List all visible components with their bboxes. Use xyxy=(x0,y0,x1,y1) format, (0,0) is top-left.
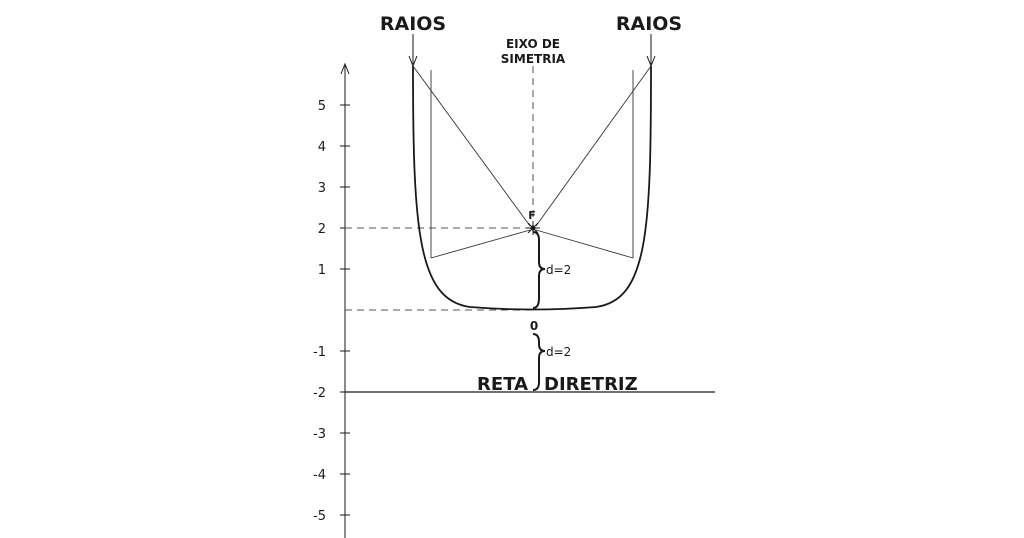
origin-label: 0 xyxy=(529,319,539,333)
tick-label-neg4: -4 xyxy=(313,468,326,483)
tick-label-neg2: -2 xyxy=(313,386,326,401)
distance-label-lower: d=2 xyxy=(546,345,572,359)
symmetry-axis-label-line1: EIXO DE xyxy=(505,37,561,51)
directrix-label-word1: RETA xyxy=(477,374,528,395)
tick-label-neg5: -5 xyxy=(313,509,326,524)
distance-label-upper: d=2 xyxy=(546,263,572,277)
distance-brace-upper xyxy=(533,232,545,308)
focus-label: F xyxy=(528,209,536,222)
parabola-curve xyxy=(413,66,651,310)
tick-label-neg1: -1 xyxy=(313,345,326,360)
tick-label-5: 5 xyxy=(317,99,326,114)
tick-label-2: 2 xyxy=(317,222,326,237)
incoming-ray-right-outer xyxy=(536,66,651,226)
rays-label-right: RAIOS xyxy=(615,13,683,35)
reflected-ray-right xyxy=(536,230,633,258)
tick-label-4: 4 xyxy=(317,140,326,155)
reflected-ray-left xyxy=(431,230,530,258)
tick-label-3: 3 xyxy=(317,181,326,196)
tick-label-1: 1 xyxy=(317,263,326,278)
directrix-label-word2: DIRETRIZ xyxy=(544,374,638,395)
symmetry-axis-label-line2: SIMETRIA xyxy=(500,52,566,66)
tick-label-neg3: -3 xyxy=(313,427,326,442)
rays-label-left: RAIOS xyxy=(379,13,447,35)
